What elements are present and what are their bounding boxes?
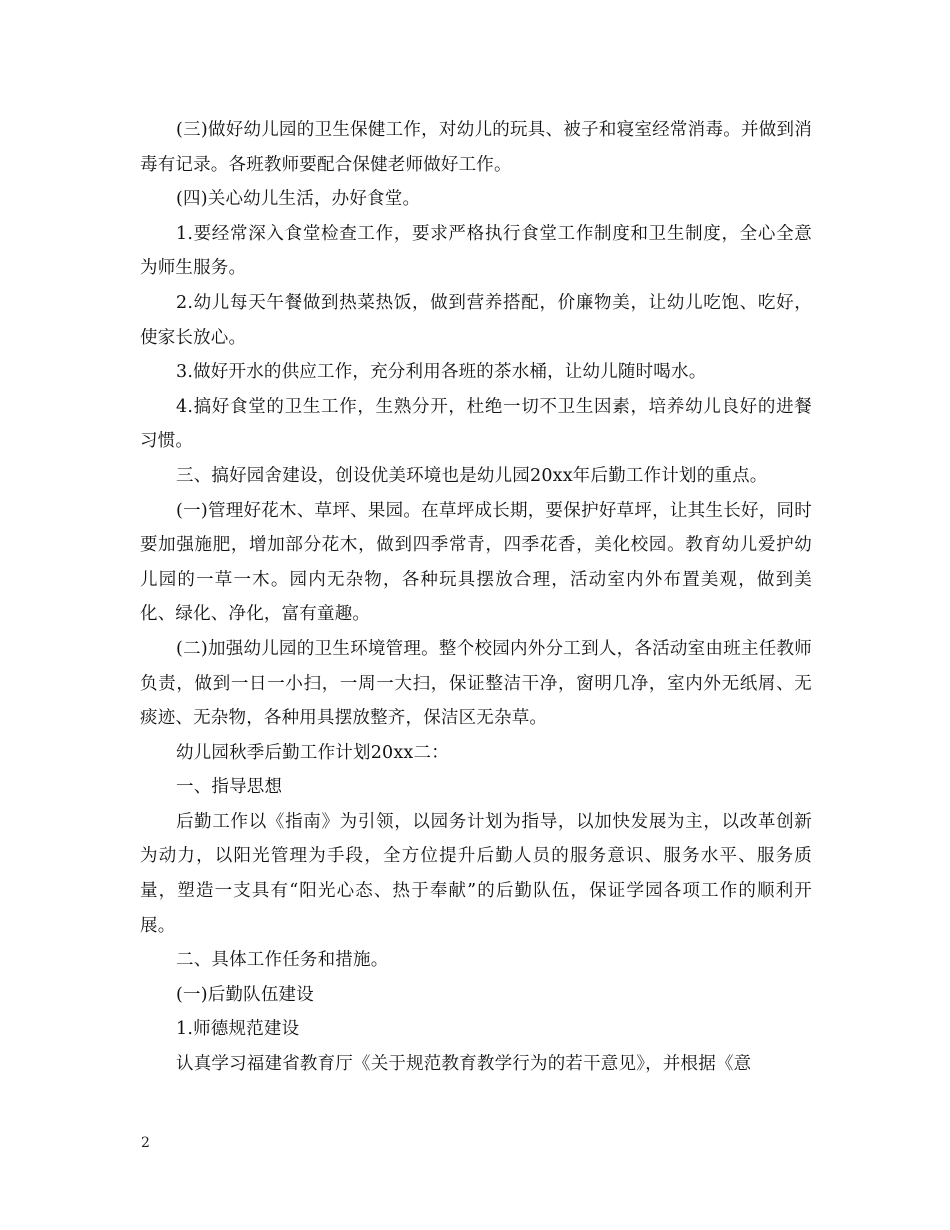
paragraph: (四)关心幼儿生活，办好食堂。 — [176, 189, 421, 210]
subsection-heading: 1.师德规范建设 — [176, 1019, 300, 1040]
paragraph: 2.幼儿每天午餐做到热菜热饭，做到营养搭配，价廉物美，让幼儿吃饱、吃好，使家长放心。 — [140, 292, 812, 348]
paragraph: (一)管理好花木、草坪、果园。在草坪成长期，要保护好草坪，让其生长好，同时要加强施肥，增加部分花木，做到四季常青，四季花香，美化校园。教育幼儿爱护幼儿园的一草一木。园内无杂物，各种玩具摆放合理，活动室内外布置美观，做到美化、绿化、净化，富有童趣。 — [140, 500, 812, 625]
document-body — [140, 113, 812, 1082]
paragraph: 认真学习福建省教育厅《关于规范教育教学行为的若干意见》，并根据《意 — [176, 1054, 752, 1075]
section-heading: 一、指导思想 — [176, 777, 283, 798]
section-heading: 二、具体工作任务和措施。 — [176, 950, 389, 971]
paragraph: 1.要经常深入食堂检查工作，要求严格执行食堂工作制度和卫生制度，全心全意为师生服务。 — [140, 223, 812, 279]
page-number: 2 — [141, 1135, 150, 1151]
paragraph: 后勤工作以《指南》为引领，以园务计划为指导，以加快发展为主，以改革创新为动力，以阳光管理为手段，全方位提升后勤人员的服务意识、服务水平、服务质量，塑造一支具有“阳光心态、热于奉献”的后勤队伍，保证学园各项工作的顺利开展。 — [140, 811, 812, 936]
paragraph: 4.搞好食堂的卫生工作，生熟分开，杜绝一切不卫生因素，培养幼儿良好的进餐习惯。 — [140, 396, 812, 452]
subsection-heading: (一)后勤队伍建设 — [176, 984, 314, 1005]
paragraph: 3.做好开水的供应工作，充分利用各班的茶水桶，让幼儿随时喝水。 — [176, 362, 707, 383]
paragraph: 三、搞好园舍建设，创设优美环境也是幼儿园20xx年后勤工作计划的重点。 — [176, 465, 768, 486]
paragraph: (三)做好幼儿园的卫生保健工作，对幼儿的玩具、被子和寝室经常消毒。并做到消毒有记录。各班教师要配合保健老师做好工作。 — [140, 120, 812, 175]
section-heading: 幼儿园秋季后勤工作计划20xx二： — [176, 742, 449, 763]
paragraph: (二)加强幼儿园的卫生环境管理。整个校园内外分工到人，各活动室由班主任教师负责，做到一日一小扫，一周一大扫，保证整洁干净，窗明几净，室内外无纸屑、无痰迹、无杂物，各种用具摆放整齐，保洁区无杂草。 — [140, 638, 812, 729]
